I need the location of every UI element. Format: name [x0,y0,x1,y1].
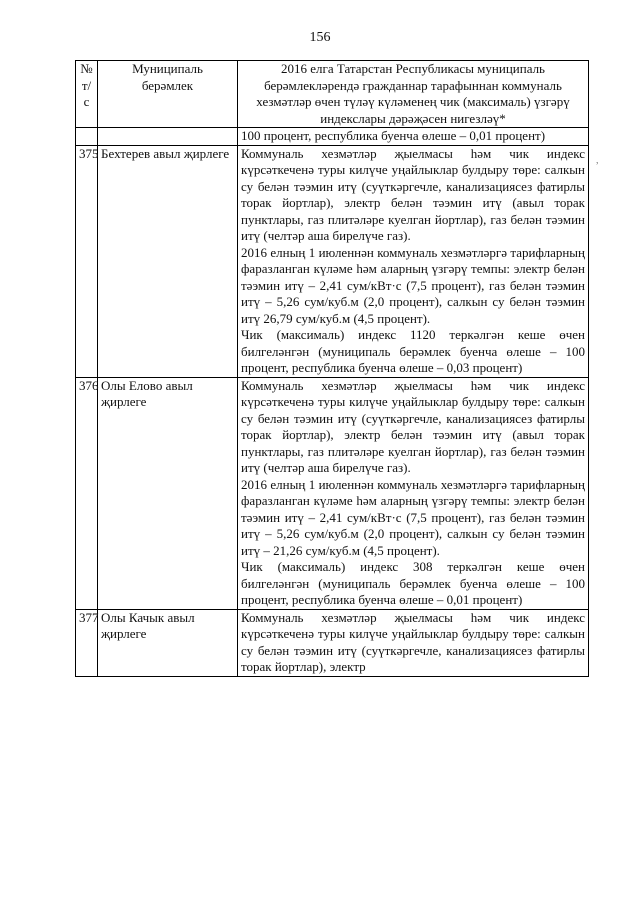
row-description [238,609,589,676]
margin-mark: , [596,155,599,166]
row-num: 376 [76,377,98,609]
continuation-municipality [98,128,238,146]
row-paragraph: Коммуналь хезмәтләр җыелмасы һәм чик индекс күрсәткеченә туры килүче уңайлыклар булдыру төре: салкын су белән тәэмин итү (суүткәргечле, канализациясез фатирлы торак йортлар), электр белән тәэмин итү (авыл торак пунктлары, газ плитәләре куелган йортлар), газ белән тәэмин итү (челтәр аша бирелүче газ). [241,377,585,475]
row-paragraph: Чик (максималь) индекс 1120 теркәлгән кеше өчен билгеләнгән (муниципаль берәмлек буенча өлеше – 100 процент, республика буенча өлеше – 0,03 процент) [241,327,585,375]
table-header-row [76,61,589,128]
continuation-text: 100 процент, республика буенча өлеше – 0,01 процент) [238,128,589,146]
row-paragraph: Коммуналь хезмәтләр җыелмасы һәм чик индекс күрсәткеченә туры килүче уңайлыклар булдыру төре: салкын су белән тәэмин итү (суүткәргечле, канализациясез фатирлы торак йортлар), электр [241,609,585,674]
row-municipality: Бехтерев авыл җирлеге [98,145,238,377]
header-num: № т/с [76,61,98,128]
continuation-row [76,128,589,146]
page-number: 156 [309,30,331,45]
row-paragraph: 2016 елның 1 июленнән коммуналь хезмәтләргә тарифларның фаразланган күләме һәм аларның үзгәрү темпы: электр белән тәэмин итү – 2,41 сум/кВт·с (7,5 процент), газ белән тәэмин итү – 5,26 сум/куб.м (2,0 процент), салкын су белән тәэмин итү – 21,26 сум/куб.м (4,5 процент). [241,476,585,558]
row-description [238,145,589,377]
row-num: 377 [76,609,98,676]
table-row [76,609,589,676]
table-row [76,145,589,377]
row-paragraph: Чик (максималь) индекс 308 теркәлгән кеше өчен билгеләнгән (муниципаль берәмлек буенча өлеше – 100 процент, республика буенча өлеше – 0,01 процент) [241,559,585,607]
row-num: 375 [76,145,98,377]
header-municipality: Муниципаль берәмлек [98,61,238,128]
document-table [75,60,589,677]
row-municipality: Олы Елово авыл җирлеге [98,377,238,609]
row-municipality: Олы Качык авыл җирлеге [98,609,238,676]
continuation-num [76,128,98,146]
header-description: 2016 елга Татарстан Республикасы муниципаль берәмлекләрендә гражданнар тарафыннан коммуналь хезмәтләр өчен түләү күләменең чик (максималь) үзгәрү индекслары дәрәҗәсен нигезләү* [238,61,589,128]
row-description [238,377,589,609]
row-paragraph: Коммуналь хезмәтләр җыелмасы һәм чик индекс күрсәткеченә туры килүче уңайлыклар булдыру төре: салкын су белән тәэмин итү (суүткәргечле, канализациясез фатирлы торак йортлар), электр белән тәэмин итү (авыл торак пунктлары, газ плитәләре куелган йортлар), газ белән тәэмин итү (челтәр аша бирелүче газ). [241,145,585,243]
row-paragraph: 2016 елның 1 июленнән коммуналь хезмәтләргә тарифларның фаразланган күләме һәм аларның үзгәрү темпы: электр белән тәэмин итү – 2,41 сум/кВт·с (7,5 процент), газ белән тәэмин итү – 5,26 сум/куб.м (2,0 процент), салкын су белән тәэмин итү 26,79 сум/куб.м (4,5 процент). [241,244,585,326]
table-row [76,377,589,609]
